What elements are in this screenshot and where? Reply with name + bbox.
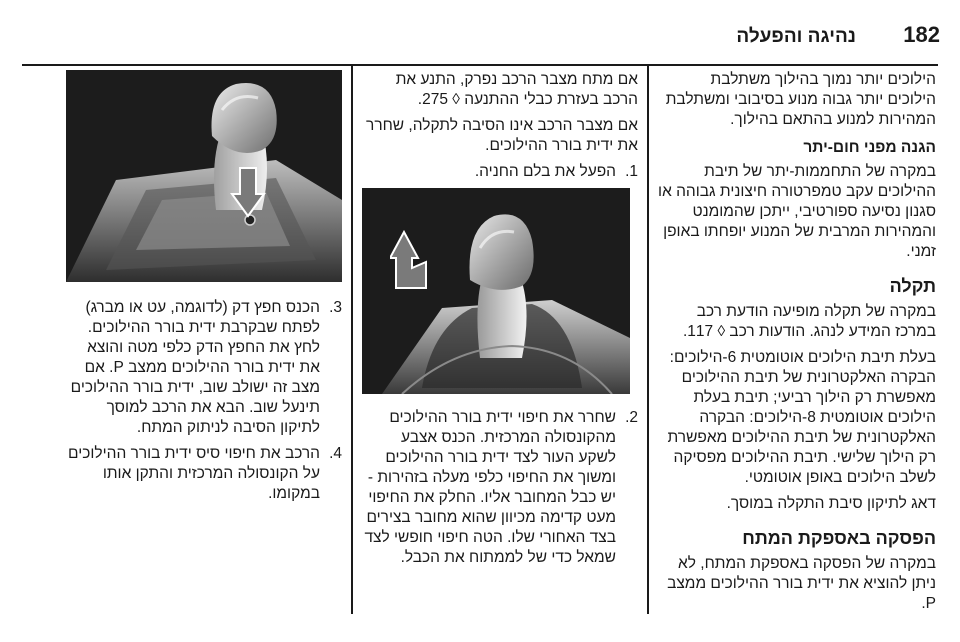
- page-header: [20, 22, 940, 62]
- page-number: 182: [903, 22, 940, 47]
- step-text: שחרר את חיפוי ידית בורר ההילוכים מהקונסולה המרכזית. הכנס אצבע לשקע העור לצד ידית בורר ההילוכים ומשוך את החיפוי כלפי מעלה בזהירות - יש כבל המחובר אליו. החלק את החיפוי מעט קדימה מכיוון שהוא מחובר בצירים בצד האחורי שלו. הטה חיפוי חופשי לצד שמאל כדי של לממתוח את הכבל.: [364, 409, 616, 566]
- column-left: [64, 70, 342, 510]
- intro-paragraph: הילוכים יותר נמוך בהילוך משתלבת הילוכים יותר גבוה מנוע בסיבובי ומשתלבת המהירות למנוע בהתאם בהילוך.: [665, 71, 936, 128]
- column-divider-left: [351, 66, 353, 614]
- battery-paragraph: אם מתח מצבר הרכב נפרק, התנע את הרכב בעזרת כבלי ההתנעה ◊ 275.: [395, 71, 638, 108]
- step-text: הרכב את חיפוי סיס ידית בורר ההילוכים על הקונסולה המרכזית והתקן אותו במקומו.: [68, 445, 320, 502]
- overheat-heading: הגנה מפני חום-יתר: [803, 139, 936, 156]
- overheat-paragraph: במקרה של התחממות-יתר של תיבת ההילוכים עקב טמפרטורה חיצונית גבוהה או סגנון נסיעה ספורטיבי, ייתכן שהמומנט והמהירות המרבית של המנוע יופחתו באופן זמני.: [658, 163, 936, 260]
- step-number: 1.: [625, 163, 638, 180]
- power-interruption-paragraph: במקרה של הפסקה באספקת המתח, לא ניתן להוציא את ידית בורר ההילוכים ממצב P.: [667, 555, 936, 612]
- step-text: הכנס חפץ דק (לדוגמה, עט או מברג) לפתח שבקרבת ידית בורר ההילוכים. לחץ את החפץ הדק כלפי מטה והוצא את ידית בורר ההילוכים ממצב P. אם מצב זה ישולב שוב, ידית בורר ההילוכים תינעל שוב. הבא את הרכב למוסך לתיקון הסיבה לניתוק המתח.: [70, 299, 320, 436]
- step-4: [64, 444, 342, 504]
- release-paragraph: אם מצבר הרכב אינו הסיבה לתקלה, שחרר את ידית בורר ההילוכים.: [366, 117, 638, 154]
- header-divider: [22, 64, 938, 66]
- column-divider-right: [647, 66, 649, 614]
- fault-paragraph-3: דאג לתיקון סיבת התקלה במוסך.: [726, 495, 936, 512]
- step-number: 3.: [329, 299, 342, 316]
- step-2: [362, 408, 638, 568]
- power-interruption-heading: הפסקה באספקת המתח: [742, 528, 936, 548]
- fault-paragraph-1: במקרה של תקלה מופיעה הודעת רכב במרכז המידע לנהג. הודעות רכב ◊ 117.: [682, 303, 936, 340]
- step-text: הפעל את בלם החניה.: [474, 163, 616, 180]
- fault-paragraph-2: בעלת תיבת הילוכים אוטומטית 6-הילוכים: הבקרה האלקטרונית של תיבת ההילוכים מאפשרת רק הילוך רביעי; תיבת בעלת הילוכים אוטומטית 8-הילוכים: הבקרה האלקטרונית של תיבת ההילוכים מאפשרת רק הילוך שלישי. תיבת ההילוכים מפסיקה לשלב הילוכים באופן אוטומטי.: [667, 349, 936, 486]
- step-number: 4.: [329, 445, 342, 462]
- column-right: [658, 70, 936, 620]
- chapter-title: נהיגה והפעלה: [736, 26, 856, 47]
- figure-gear-cover-lift: [362, 188, 630, 394]
- lift-arrow-icon: [390, 228, 434, 290]
- fault-heading: תקלה: [889, 276, 936, 296]
- step-number: 2.: [625, 409, 638, 426]
- figure-gear-lever-release: [66, 70, 342, 282]
- press-down-arrow-icon: [230, 166, 266, 218]
- step-1: [362, 162, 638, 182]
- column-middle: [362, 70, 638, 574]
- step-3: [64, 298, 342, 438]
